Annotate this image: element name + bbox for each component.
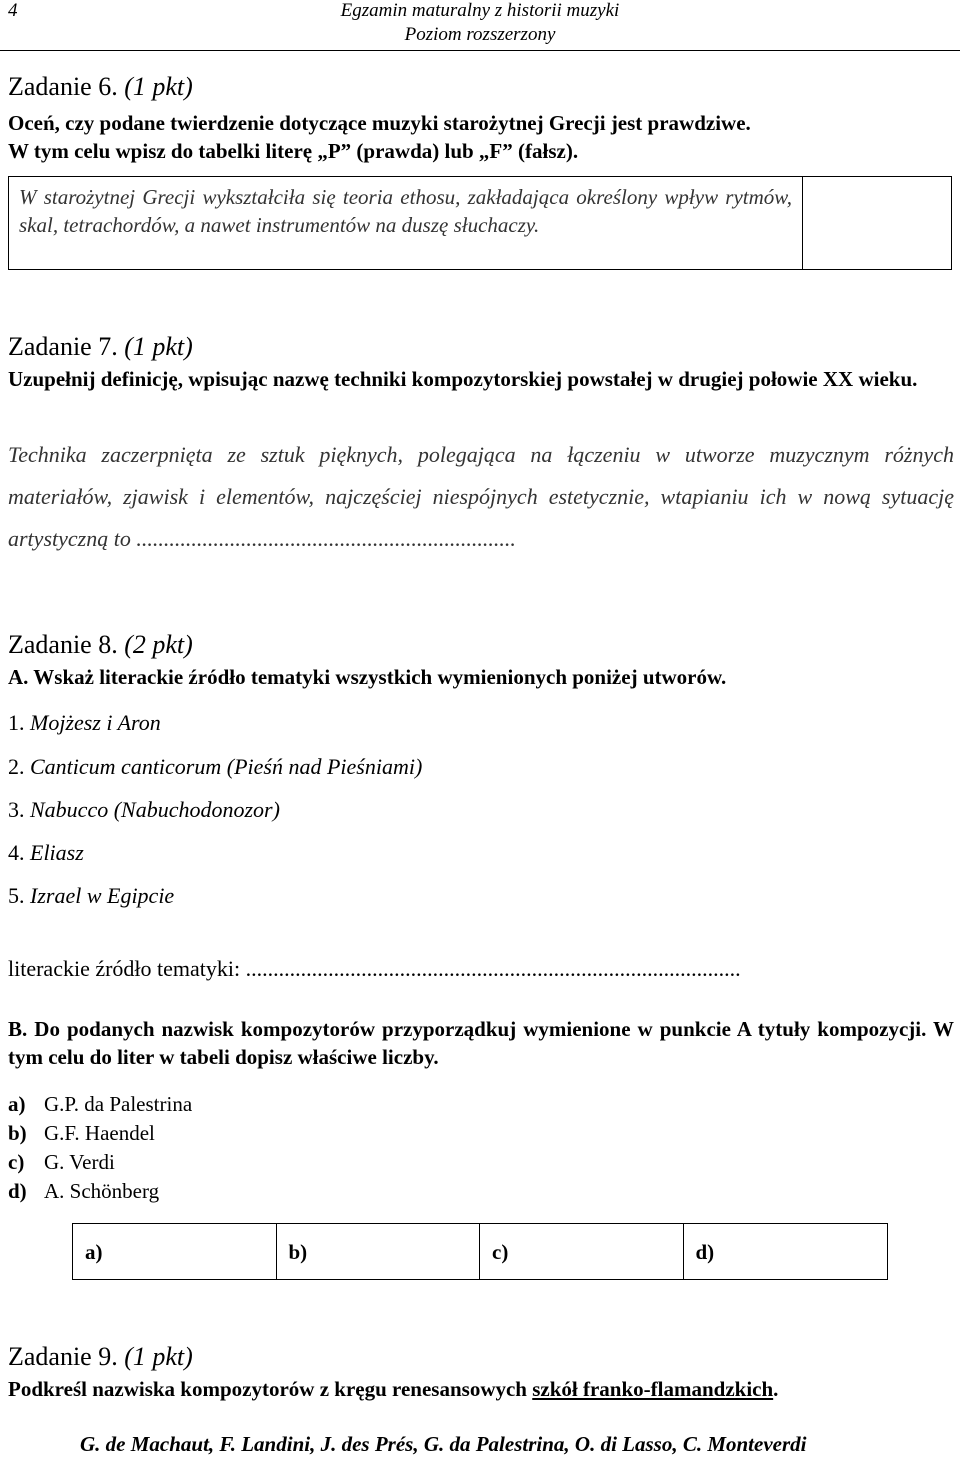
task7-points: (1 pkt) bbox=[124, 332, 193, 361]
composer-letter: b) bbox=[8, 1121, 27, 1145]
task7-instruction: Uzupełnij definicję, wpisując nazwę techniki kompozytorskiej powstałej w drugiej połowie XX wieku. bbox=[8, 367, 918, 391]
task9-instruction bbox=[8, 1375, 954, 1403]
task6-instruction-2: W tym celu wpisz do tabelki literę „P” (prawda) lub „F” (fałsz). bbox=[8, 139, 579, 163]
task9-instruction-pre: Podkreśl nazwiska kompozytorów z kręgu renesansowych bbox=[8, 1377, 533, 1401]
composer-item bbox=[8, 1150, 115, 1175]
task8-title-text: Zadanie 8. bbox=[8, 630, 118, 659]
task6-title bbox=[8, 72, 193, 102]
composer-letter: d) bbox=[8, 1179, 27, 1203]
task7-title bbox=[8, 332, 193, 362]
work-number: 2. bbox=[8, 754, 25, 779]
task6-answer-box[interactable] bbox=[803, 177, 951, 269]
work-number: 1. bbox=[8, 710, 25, 735]
task9-instruction-underlined: szkół franko-flamandzkich bbox=[532, 1377, 774, 1401]
work-title: Eliasz bbox=[30, 840, 84, 865]
exam-title: Egzamin maturalny z historii muzyki bbox=[340, 0, 620, 21]
work-number: 5. bbox=[8, 883, 25, 908]
composer-letter: a) bbox=[8, 1092, 26, 1116]
task8-partB-text: Do podanych nazwisk kompozytorów przyporządkuj wymienione w punkcie A tytuły kompozycji. W tym celu do liter w tabeli dopisz właściwe liczby. bbox=[8, 1017, 955, 1069]
task8-partA-label: A. bbox=[8, 665, 29, 689]
list-item bbox=[8, 883, 174, 909]
answer-cell-a[interactable]: a) bbox=[73, 1224, 277, 1279]
task8-points: (2 pkt) bbox=[124, 630, 193, 659]
task6-title-text: Zadanie 6. bbox=[8, 72, 118, 101]
header-divider bbox=[0, 50, 960, 51]
list-item bbox=[8, 797, 280, 823]
work-title: Canticum canticorum (Pieśń nad Pieśniami) bbox=[30, 754, 423, 779]
task9-title-text: Zadanie 9. bbox=[8, 1342, 118, 1371]
list-item bbox=[8, 840, 84, 866]
task9-title bbox=[8, 1342, 193, 1372]
page-number: 4 bbox=[8, 0, 18, 21]
composer-item bbox=[8, 1121, 155, 1146]
task8-answer-table bbox=[72, 1223, 888, 1280]
work-number: 3. bbox=[8, 797, 25, 822]
answer-cell-c[interactable]: c) bbox=[480, 1224, 684, 1279]
task6-true-false-table bbox=[8, 176, 952, 270]
task6-statement: W starożytnej Grecji wykształciła się teoria ethosu, zakładająca określony wpływ rytmów, skal, tetrachordów, a nawet instrumentów na duszę słuchaczy. bbox=[9, 177, 803, 269]
list-item bbox=[8, 754, 422, 780]
answer-cell-d[interactable]: d) bbox=[695, 1240, 715, 1264]
task8-partB-instruction bbox=[8, 1015, 954, 1071]
composer-name: A. Schönberg bbox=[44, 1179, 160, 1203]
task8-title bbox=[8, 630, 193, 660]
task9-instruction-post: . bbox=[773, 1377, 779, 1401]
work-title: Nabucco (Nabuchodonozor) bbox=[30, 797, 280, 822]
task7-title-text: Zadanie 7. bbox=[8, 332, 118, 361]
composer-item bbox=[8, 1092, 192, 1117]
task7-definition[interactable]: Technika zaczerpnięta ze sztuk pięknych, polegająca na łączeniu w utworze muzycznym różnych materiałów, zjawisk i elementów, najczęściej niespójnych estetycznie, wtapianiu ich w nową sytuację artystyczną to ..................................................................... bbox=[8, 442, 954, 551]
composer-name: G.F. Haendel bbox=[44, 1121, 155, 1145]
task8-partA-text: Wskaż literackie źródło tematyki wszystkich wymienionych poniżej utworów. bbox=[33, 665, 727, 689]
composer-item bbox=[8, 1179, 159, 1204]
composer-name: G. Verdi bbox=[44, 1150, 115, 1174]
task8-partB-label: B. bbox=[8, 1017, 28, 1041]
literary-source-field[interactable]: literackie źródło tematyki: .......................................................................................... bbox=[8, 956, 741, 981]
task8-partA-instruction bbox=[8, 663, 954, 691]
exam-level: Poziom rozszerzony bbox=[404, 24, 556, 45]
composer-letter: c) bbox=[8, 1150, 25, 1174]
answer-cell-b[interactable]: b) bbox=[277, 1224, 481, 1279]
work-title: Izrael w Egipcie bbox=[30, 883, 175, 908]
composer-name: G.P. da Palestrina bbox=[44, 1092, 193, 1116]
list-item bbox=[8, 710, 161, 736]
task6-instruction-1: Oceń, czy podane twierdzenie dotyczące muzyki starożytnej Grecji jest prawdziwe. bbox=[8, 111, 751, 135]
task9-composers-list[interactable]: G. de Machaut, F. Landini, J. des Prés, G. da Palestrina, O. di Lasso, C. Monteverdi bbox=[80, 1432, 807, 1456]
task6-points: (1 pkt) bbox=[124, 72, 193, 101]
work-number: 4. bbox=[8, 840, 25, 865]
task9-points: (1 pkt) bbox=[124, 1342, 193, 1371]
work-title: Mojżesz i Aron bbox=[30, 710, 161, 735]
